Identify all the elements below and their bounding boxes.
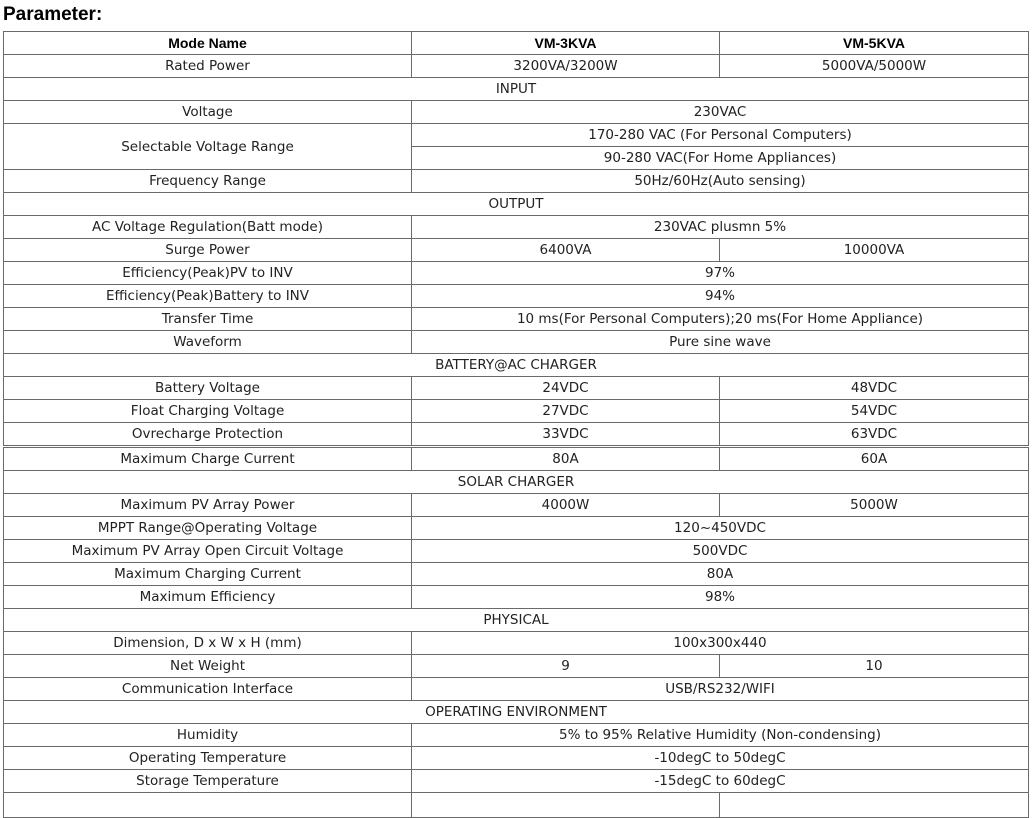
cell-value: 80A xyxy=(412,447,720,471)
table-row xyxy=(4,586,1029,609)
section-row-physical xyxy=(4,609,1029,632)
row-label: Voltage xyxy=(4,101,412,124)
row-label: Efficiency(Peak)PV to INV xyxy=(4,262,412,285)
cell-value: 24VDC xyxy=(412,377,720,400)
cell-value: 97% xyxy=(412,262,1029,285)
table-row xyxy=(4,285,1029,308)
table-row xyxy=(4,239,1029,262)
table-row xyxy=(4,423,1029,447)
section-row-battery xyxy=(4,354,1029,377)
table-header-row xyxy=(4,32,1029,55)
cell-value: 63VDC xyxy=(720,423,1029,447)
cell-value: 10 xyxy=(720,655,1029,678)
section-row-output xyxy=(4,193,1029,216)
row-label: Ovrecharge Protection xyxy=(4,423,412,447)
cell-value: 94% xyxy=(412,285,1029,308)
cell-value: 48VDC xyxy=(720,377,1029,400)
cell-value: 27VDC xyxy=(412,400,720,423)
cell-value: 230VAC xyxy=(412,101,1029,124)
row-label: Maximum PV Array Power xyxy=(4,494,412,517)
cell-value: 50Hz/60Hz(Auto sensing) xyxy=(412,170,1029,193)
table-row xyxy=(4,170,1029,193)
row-label: Selectable Voltage Range xyxy=(4,124,412,170)
table-row xyxy=(4,494,1029,517)
cell-value: 10 ms(For Personal Computers);20 ms(For Home Appliance) xyxy=(412,308,1029,331)
section-heading: INPUT xyxy=(4,78,1029,101)
cell-value: 90-280 VAC(For Home Appliances) xyxy=(412,147,1029,170)
header-model-3kva: VM-3KVA xyxy=(412,32,720,55)
section-row-environment xyxy=(4,701,1029,724)
row-label: Battery Voltage xyxy=(4,377,412,400)
table-row xyxy=(4,517,1029,540)
page-title: Parameter: xyxy=(3,4,103,25)
table-row xyxy=(4,331,1029,354)
cell-value: 5000VA/5000W xyxy=(720,55,1029,78)
table-row xyxy=(4,563,1029,586)
cell-value: 5000W xyxy=(720,494,1029,517)
cell-value: 170-280 VAC (For Personal Computers) xyxy=(412,124,1029,147)
table-row xyxy=(4,216,1029,239)
cell-value: -15degC to 60degC xyxy=(412,770,1029,793)
row-label: Float Charging Voltage xyxy=(4,400,412,423)
row-label: Rated Power xyxy=(4,55,412,78)
cell-value: 98% xyxy=(412,586,1029,609)
table-row xyxy=(4,55,1029,78)
row-label: Operating Temperature xyxy=(4,747,412,770)
table-row xyxy=(4,724,1029,747)
table-row xyxy=(4,747,1029,770)
cell-value: USB/RS232/WIFI xyxy=(412,678,1029,701)
row-label: MPPT Range@Operating Voltage xyxy=(4,517,412,540)
header-mode-name: Mode Name xyxy=(4,32,412,55)
cell-value: 3200VA/3200W xyxy=(412,55,720,78)
row-label: Efficiency(Peak)Battery to INV xyxy=(4,285,412,308)
table-row xyxy=(4,101,1029,124)
cell-value: 500VDC xyxy=(412,540,1029,563)
cell-value: 6400VA xyxy=(412,239,720,262)
row-label: Dimension, D x W x H (mm) xyxy=(4,632,412,655)
table-row xyxy=(4,540,1029,563)
cell-value: Pure sine wave xyxy=(412,331,1029,354)
section-heading: OUTPUT xyxy=(4,193,1029,216)
section-row-solar xyxy=(4,471,1029,494)
header-model-5kva: VM-5KVA xyxy=(720,32,1029,55)
row-label: Humidity xyxy=(4,724,412,747)
empty-cell xyxy=(4,793,412,818)
cell-value: 4000W xyxy=(412,494,720,517)
cell-value: 10000VA xyxy=(720,239,1029,262)
cell-value: 100x300x440 xyxy=(412,632,1029,655)
table-row xyxy=(4,447,1029,471)
row-label: Storage Temperature xyxy=(4,770,412,793)
table-row xyxy=(4,632,1029,655)
table-row xyxy=(4,262,1029,285)
row-label: Communication Interface xyxy=(4,678,412,701)
table-row xyxy=(4,770,1029,793)
row-label: Net Weight xyxy=(4,655,412,678)
section-heading: PHYSICAL xyxy=(4,609,1029,632)
empty-row xyxy=(4,793,1029,818)
cell-value: 120~450VDC xyxy=(412,517,1029,540)
row-label: Frequency Range xyxy=(4,170,412,193)
table-row xyxy=(4,124,1029,147)
table-row xyxy=(4,400,1029,423)
cell-value: 5% to 95% Relative Humidity (Non-condensing) xyxy=(412,724,1029,747)
spec-table xyxy=(3,31,1029,818)
cell-value: 33VDC xyxy=(412,423,720,447)
section-heading: OPERATING ENVIRONMENT xyxy=(4,701,1029,724)
row-label: Maximum PV Array Open Circuit Voltage xyxy=(4,540,412,563)
section-heading: SOLAR CHARGER xyxy=(4,471,1029,494)
row-label: Surge Power xyxy=(4,239,412,262)
cell-value: 60A xyxy=(720,447,1029,471)
empty-cell xyxy=(412,793,720,818)
table-row xyxy=(4,308,1029,331)
cell-value: 230VAC plusmn 5% xyxy=(412,216,1029,239)
empty-cell xyxy=(720,793,1029,818)
row-label: Maximum Charging Current xyxy=(4,563,412,586)
cell-value: -10degC to 50degC xyxy=(412,747,1029,770)
row-label: Maximum Charge Current xyxy=(4,447,412,471)
cell-value: 9 xyxy=(412,655,720,678)
row-label: Waveform xyxy=(4,331,412,354)
row-label: Maximum Efficiency xyxy=(4,586,412,609)
cell-value: 54VDC xyxy=(720,400,1029,423)
row-label: AC Voltage Regulation(Batt mode) xyxy=(4,216,412,239)
row-label: Transfer Time xyxy=(4,308,412,331)
table-row xyxy=(4,678,1029,701)
cell-value: 80A xyxy=(412,563,1029,586)
table-row xyxy=(4,655,1029,678)
table-row xyxy=(4,377,1029,400)
section-row-input xyxy=(4,78,1029,101)
section-heading: BATTERY@AC CHARGER xyxy=(4,354,1029,377)
